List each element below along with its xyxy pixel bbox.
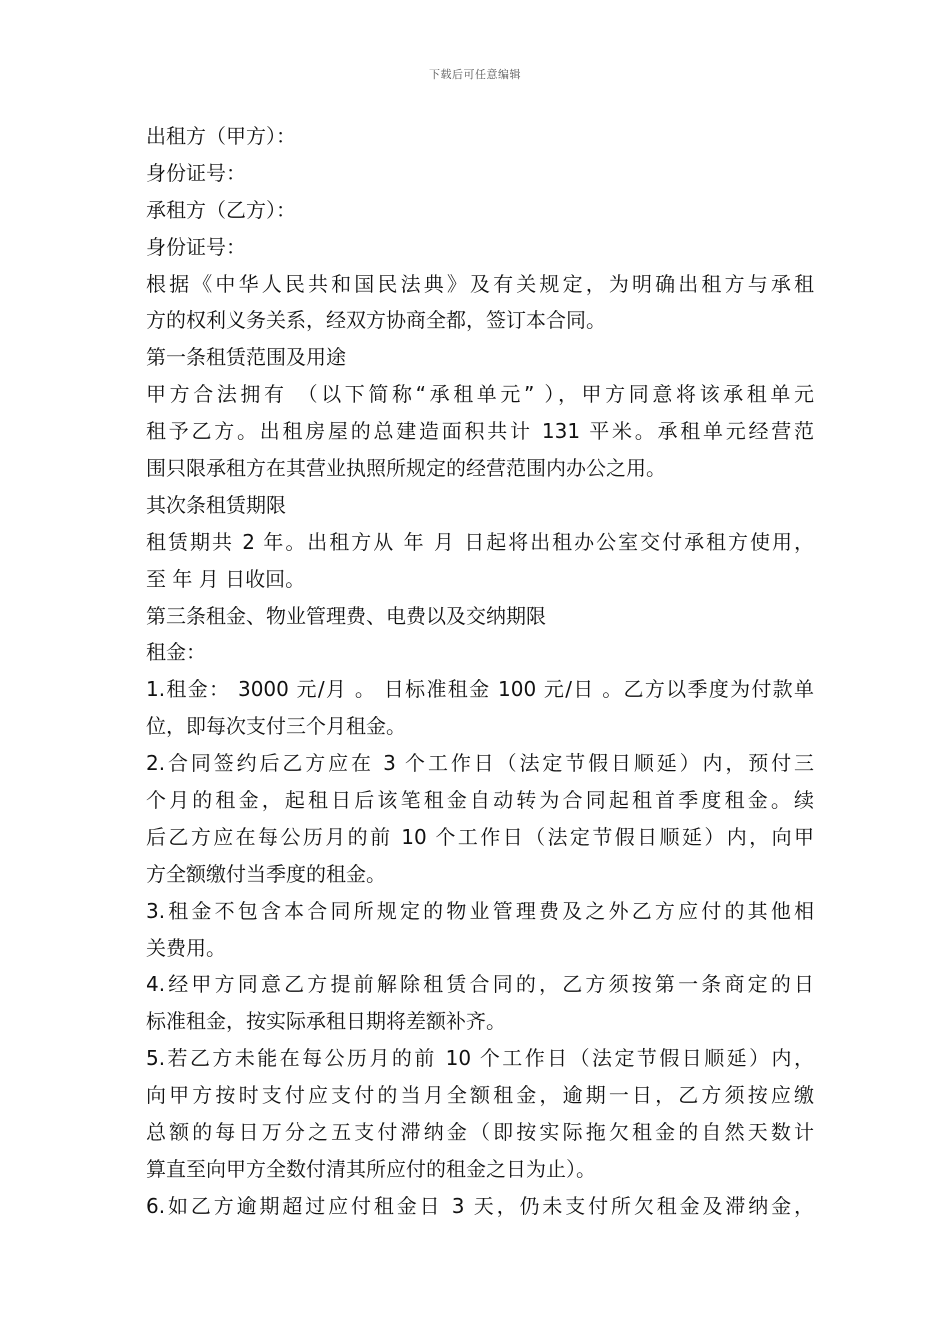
text-line: 承租方（乙方）： [146,197,296,222]
text-line: 1.租金： 3000 元/月 。 日标准租金 100 元/日 。乙方以季度为付款单 [146,677,814,702]
text-line: 租予乙方。出租房屋的总建造面积共计 131 平米。承租单元经营范 [146,419,814,444]
text-line: 关费用。 [146,935,226,960]
text-line: 算直至向甲方全数付清其所应付的租金之日为止）。 [146,1156,596,1181]
text-line: 后乙方应在每公历月的前 10 个工作日（法定节假日顺延）内，向甲 [146,824,814,849]
text-line: 身份证号： [146,160,246,185]
text-line: 4.经甲方同意乙方提前解除租赁合同的，乙方须按第一条商定的日 [146,972,814,997]
text-line: 至 年 月 日收回。 [146,566,306,591]
text-line: 向甲方按时支付应支付的当月全额租金，逾期一日，乙方须按应缴 [146,1083,814,1108]
text-line: 身份证号： [146,234,246,259]
text-line: 甲方合法拥有 （以下简称“承租单元” ），甲方同意将该承租单元 [146,382,814,407]
header-note: 下载后可任意编辑 [429,68,521,81]
text-line: 方的权利义务关系，经双方协商全都，签订本合同。 [146,308,606,333]
text-line: 租金： [146,640,206,665]
text-line: 方全额缴付当季度的租金。 [146,861,386,886]
text-line: 5.若乙方未能在每公历月的前 10 个工作日（法定节假日顺延）内， [146,1046,814,1071]
text-line: 第一条租赁范围及用途 [146,345,346,370]
text-line: 位，即每次支付三个月租金。 [146,714,406,739]
text-line: 租赁期共 2 年。出租方从 年 月 日起将出租办公室交付承租方使用， [146,529,814,554]
text-line: 个月的租金，起租日后该笔租金自动转为合同起租首季度租金。续 [146,788,814,813]
text-line: 出租方（甲方）： [146,124,296,148]
text-line: 围只限承租方在其营业执照所规定的经营范围内办公之用。 [146,456,666,481]
text-line: 标准租金，按实际承租日期将差额补齐。 [146,1009,506,1034]
text-line: 3.租金不包含本合同所规定的物业管理费及之外乙方应付的其他相 [146,898,814,923]
text-line: 其次条租赁期限 [146,492,286,517]
text-line: 第三条租金、物业管理费、电费以及交纳期限 [146,603,546,628]
text-line: 6.如乙方逾期超过应付租金日 3 天，仍未支付所欠租金及滞纳金， [146,1193,814,1218]
contract-body [146,118,814,1225]
text-line: 总额的每日万分之五支付滞纳金（即按实际拖欠租金的自然天数计 [146,1120,814,1145]
text-line: 2.合同签约后乙方应在 3 个工作日（法定节假日顺延）内，预付三 [146,751,814,776]
text-line: 根据《中华人民共和国民法典》及有关规定，为明确出租方与承租 [146,271,814,296]
